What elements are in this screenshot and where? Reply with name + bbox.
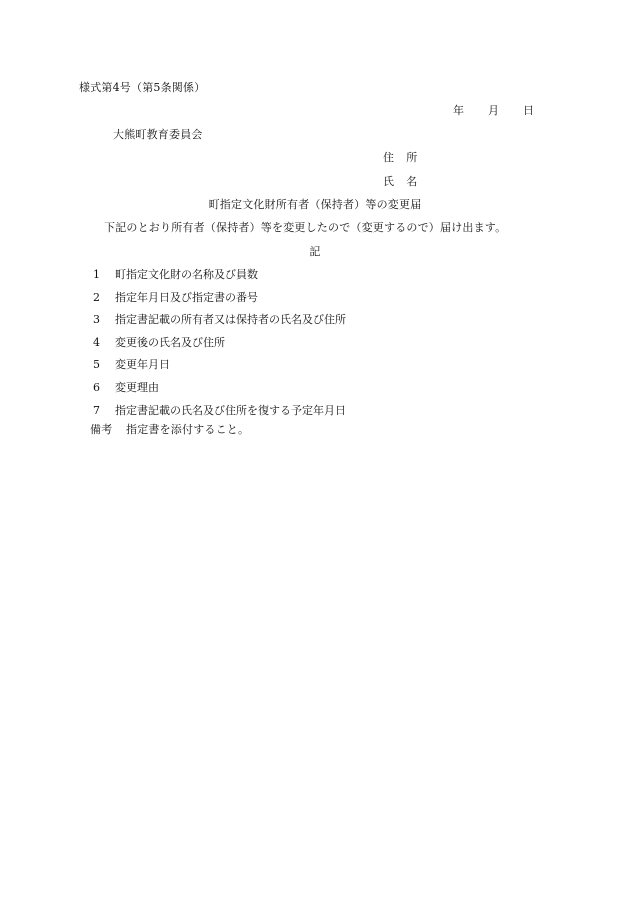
list-item <box>93 268 346 282</box>
item-text: 変更後の氏名及び住所 <box>115 335 225 349</box>
item-text: 変更理由 <box>115 380 159 394</box>
item-number: 7 <box>93 403 100 417</box>
name-label-char-2: 名 <box>406 175 418 188</box>
item-text: 指定書記載の氏名及び住所を復する予定年月日 <box>115 403 346 417</box>
item-number: 1 <box>93 268 100 281</box>
date-year-label: 年 <box>453 104 465 117</box>
date-month-label: 月 <box>488 104 500 117</box>
recipient: 大熊町教育委員会 <box>113 128 203 141</box>
list-item <box>93 336 346 350</box>
name-label <box>383 175 417 189</box>
address-label <box>383 151 417 165</box>
remarks-text: 指定書を添付すること。 <box>126 423 250 436</box>
address-label-char-2: 所 <box>406 151 418 164</box>
list-item <box>93 404 346 418</box>
remarks-label: 備考 <box>90 423 113 436</box>
date-day-label: 日 <box>523 104 535 117</box>
item-number: 3 <box>93 313 100 327</box>
item-number: 6 <box>93 380 100 394</box>
item-number: 4 <box>93 335 100 349</box>
item-list <box>93 268 346 426</box>
list-item <box>93 291 346 305</box>
item-text: 町指定文化財の名称及び員数 <box>115 268 258 281</box>
item-number: 5 <box>93 358 100 372</box>
item-number: 2 <box>93 290 100 304</box>
item-text: 指定書記載の所有者又は保持者の氏名及び住所 <box>115 313 346 327</box>
list-item <box>93 381 346 395</box>
intro-text: 下記のとおり所有者（保持者）等を変更したので（変更するので）届け出ます。 <box>104 221 507 234</box>
form-number: 様式第4号（第5条関係） <box>79 81 206 94</box>
name-label-char-1: 氏 <box>383 175 395 188</box>
list-item <box>93 313 346 327</box>
date-row <box>0 104 630 118</box>
remarks <box>90 423 249 437</box>
document-title: 町指定文化財所有者（保持者）等の変更届 <box>208 198 422 211</box>
item-text: 変更年月日 <box>115 358 170 372</box>
list-item <box>93 358 346 372</box>
address-label-char-1: 住 <box>383 151 395 164</box>
item-text: 指定年月日及び指定書の番号 <box>115 290 258 304</box>
ki-heading: 記 <box>309 245 321 258</box>
